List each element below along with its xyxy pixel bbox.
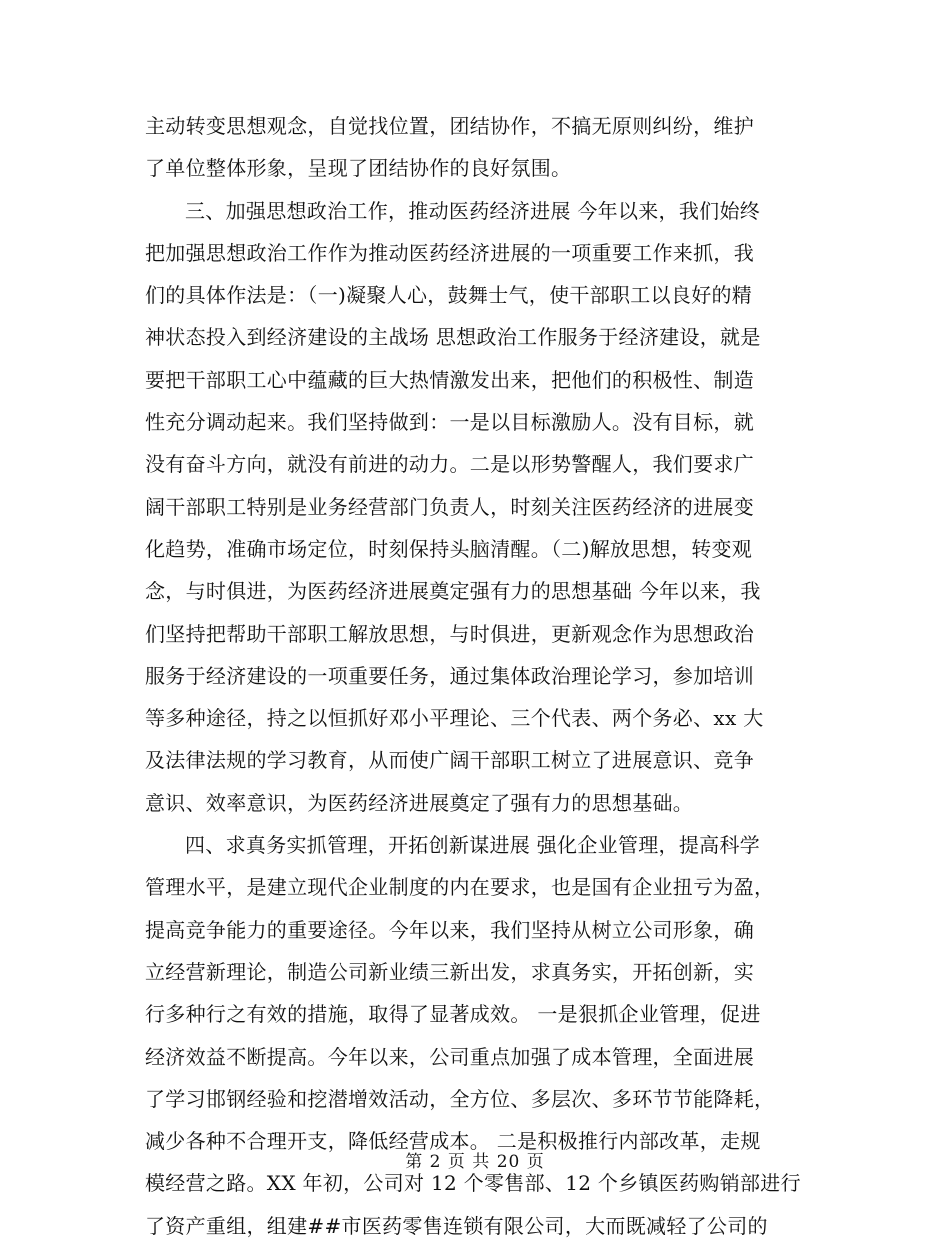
text-line: 主动转变思想观念，自觉找位置，团结协作，不搞无原则纠纷，维护 <box>145 114 754 138</box>
text-line: 意识、效率意识，为医药经济进展奠定了强有力的思想基础。 <box>145 790 694 815</box>
text-line: 减少各种不合理开支，降低经营成本。 二是积极推行内部改革，走规 <box>145 1129 761 1154</box>
text-line: 模经营之路。XX 年初，公司对 12 个零售部、12 个乡镇医药购销部进行 <box>145 1171 801 1196</box>
text-line: 行多种行之有效的措施，取得了显著成效。 一是狠抓企业管理，促进 <box>145 1002 761 1027</box>
text-line: 念，与时俱进，为医药经济进展奠定强有力的思想基础 今年以来，我 <box>145 579 761 604</box>
text-line: 要把干部职工心中蕴藏的巨大热情激发出来，把他们的积极性、制造 <box>145 367 754 392</box>
text-line: 了学习邯钢经验和挖潜增效活动，全方位、多层次、多环节节能降耗， <box>145 1086 775 1111</box>
text-line: 把加强思想政治工作作为推动医药经济进展的一项重要工作来抓，我 <box>145 240 754 265</box>
text-line: 阔干部职工特别是业务经营部门负责人，时刻关注医药经济的进展变 <box>145 494 754 519</box>
text-line: 经济效益不断提高。今年以来，公司重点加强了成本管理，全面进展 <box>145 1044 754 1069</box>
text-line: 管理水平，是建立现代企业制度的内在要求，也是国有企业扭亏为盈， <box>145 875 775 900</box>
text-line: 及法律法规的学习教育，从而使广阔干部职工树立了进展意识、竞争 <box>145 748 754 773</box>
text-line: 们的具体作法是：（一)凝聚人心，鼓舞士气，使干部职工以良好的精 <box>145 283 753 308</box>
text-line: 神状态投入到经济建设的主战场 思想政治工作服务于经济建设，就是 <box>145 325 761 350</box>
text-line: 了资产重组，组建##市医药零售连锁有限公司，大而既减轻了公司的 <box>145 1213 768 1238</box>
text-line: 服务于经济建设的一项重要任务，通过集体政治理论学习，参加培训 <box>145 663 754 688</box>
text-line: 了单位整体形象，呈现了团结协作的良好氛围。 <box>145 156 572 181</box>
page-footer <box>0 1150 950 1174</box>
text-line: 们坚持把帮助干部职工解放思想，与时俱进，更新观念作为思想政治 <box>145 621 754 646</box>
page-number-label: 第 2 页 共 20 页 <box>405 1152 545 1172</box>
text-line: 性充分调动起来。我们坚持做到：一是以目标激励人。没有目标，就 <box>145 410 754 435</box>
body-text <box>145 105 805 1247</box>
text-line: 立经营新理论，制造公司新业绩三新出发，求真务实，开拓创新，实 <box>145 959 754 984</box>
text-line: 提高竞争能力的重要途径。今年以来，我们坚持从树立公司形象，确 <box>145 917 754 942</box>
text-line: 三、加强思想政治工作，推动医药经济进展 今年以来，我们始终 <box>185 198 761 223</box>
text-line: 等多种途径，持之以恒抓好邓小平理论、三个代表、两个务必、xx 大 <box>145 706 764 731</box>
text-line: 四、求真务实抓管理，开拓创新谋进展 强化企业管理，提高科学 <box>185 833 761 858</box>
text-line: 化趋势，准确市场定位，时刻保持头脑清醒。（二)解放思想，转变观 <box>145 536 753 561</box>
text-line: 没有奋斗方向，就没有前进的动力。二是以形势警醒人，我们要求广 <box>145 452 754 477</box>
